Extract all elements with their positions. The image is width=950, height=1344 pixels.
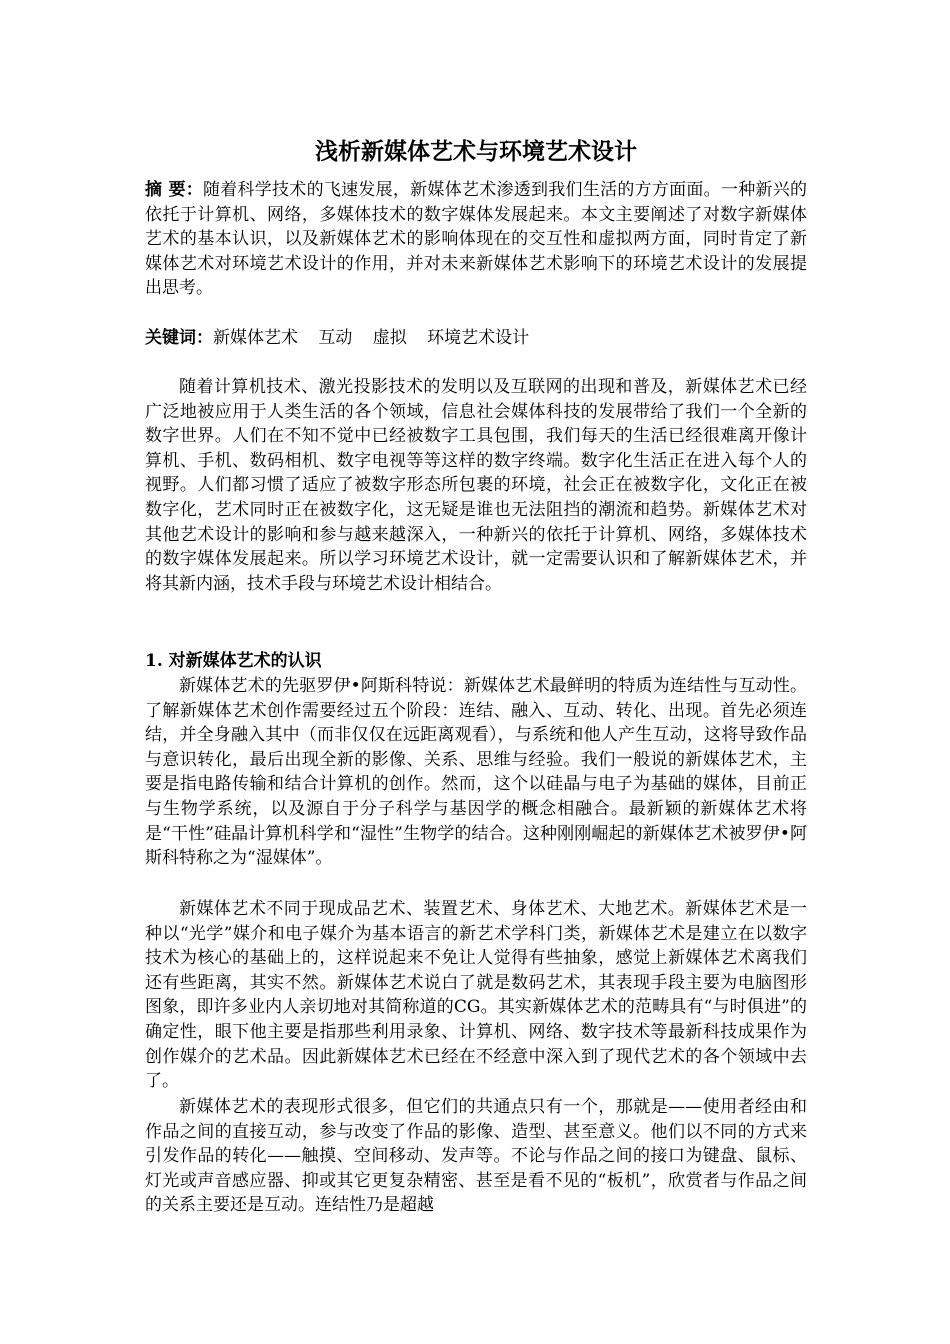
- section-paragraph: 新媒体艺术不同于现成品艺术、装置艺术、身体艺术、大地艺术。新媒体艺术是一种以“光学”媒介和电子媒介为基本语言的新艺术学科门类，新媒体艺术是建立在以数字技术为核心的基础上的，这样说起来不免让人觉得有些抽象，感觉上新媒体艺术离我们还有些距离，其实不然。新媒体艺术说白了就是数码艺术，其表现手段主要为电脑图形图象，即许多业内人亲切地对其简称道的CG。其实新媒体艺术的范畴具有“与时俱进”的确定性，眼下他主要是指那些利用录象、计算机、网络、数字技术等最新科技成果作为创作媒介的艺术品。因此新媒体艺术已经在不经意中深入到了现代艺术的各个领域中去了。: [145, 899, 807, 1092]
- section-heading: 1. 对新媒体艺术的认识: [145, 651, 322, 671]
- keyword-item: 新媒体艺术: [213, 328, 298, 348]
- abstract-paragraph: [145, 178, 807, 301]
- keyword-item: 环境艺术设计: [427, 328, 530, 348]
- page-title: 浅析新媒体艺术与环境艺术设计: [315, 138, 637, 165]
- abstract-label: 摘 要：: [145, 180, 203, 200]
- keyword-item: 虚拟: [372, 328, 407, 348]
- keyword-item: 互动: [318, 328, 353, 348]
- intro-paragraph: 随着计算机技术、激光投影技术的发明以及互联网的出现和普及，新媒体艺术已经广泛地被应用于人类生活的各个领域，信息社会媒体科技的发展带给了我们一个全新的数字世界。人们在不知不觉中已经被数字工具包围，我们每天的生活已经很难离开像计算机、手机、数码相机、数字电视等等这样的数字终端。数字化生活正在进入每个人的视野。人们都习惯了适应了被数字形态所包裹的环境，社会正在被数字化，文化正在被数字化，艺术同时正在被数字化，这无疑是谁也无法阻挡的潮流和趋势。新媒体艺术对其他艺术设计的影响和参与越来越深入，一种新兴的依托于计算机、网络，多媒体技术的数字媒体发展起来。所以学习环境艺术设计，就一定需要认识和了解新媒体艺术，并将其新内涵，技术手段与环境艺术设计相结合。: [145, 377, 807, 594]
- section-paragraph: 新媒体艺术的先驱罗伊•阿斯科特说：新媒体艺术最鲜明的特质为连结性与互动性。了解新媒体艺术创作需要经过五个阶段：连结、融入、互动、转化、出现。首先必须连结，并全身融入其中（而非仅仅在远距离观看），与系统和他人产生互动，这将导致作品与意识转化，最后出现全新的影像、关系、思维与经验。我们一般说的新媒体艺术，主要是指电路传输和结合计算机的创作。然而，这个以硅晶与电子为基础的媒体，目前正与生物学系统，以及源自于分子科学与基因学的概念相融合。最新颖的新媒体艺术将是“干性”硅晶计算机科学和“湿性”生物学的结合。这种刚刚崛起的新媒体艺术被罗伊•阿斯科特称之为“湿媒体”。: [145, 676, 807, 869]
- section-paragraph: 新媒体艺术的表现形式很多，但它们的共通点只有一个，那就是——使用者经由和作品之间的直接互动，参与改变了作品的影像、造型、甚至意义。他们以不同的方式来引发作品的转化——触摸、空间移动、发声等。不论与作品之间的接口为键盘、鼠标、灯光或声音感应器、抑或其它更复杂精密、甚至是看不见的“板机”，欣赏者与作品之间的关系主要还是互动。连结性乃是超越: [145, 1097, 807, 1216]
- keywords-line: [145, 326, 807, 351]
- abstract-text: 随着科学技术的飞速发展，新媒体艺术渗透到我们生活的方方面面。一种新兴的依托于计算机、网络，多媒体技术的数字媒体发展起来。本文主要阐述了对数字新媒体艺术的基本认识，以及新媒体艺术的影响体现在的交互性和虚拟两方面，同时肯定了新媒体艺术对环境艺术设计的作用，并对未来新媒体艺术影响下的环境艺术设计的发展提出思考。: [145, 180, 808, 299]
- keywords-label: 关键词：: [145, 328, 213, 348]
